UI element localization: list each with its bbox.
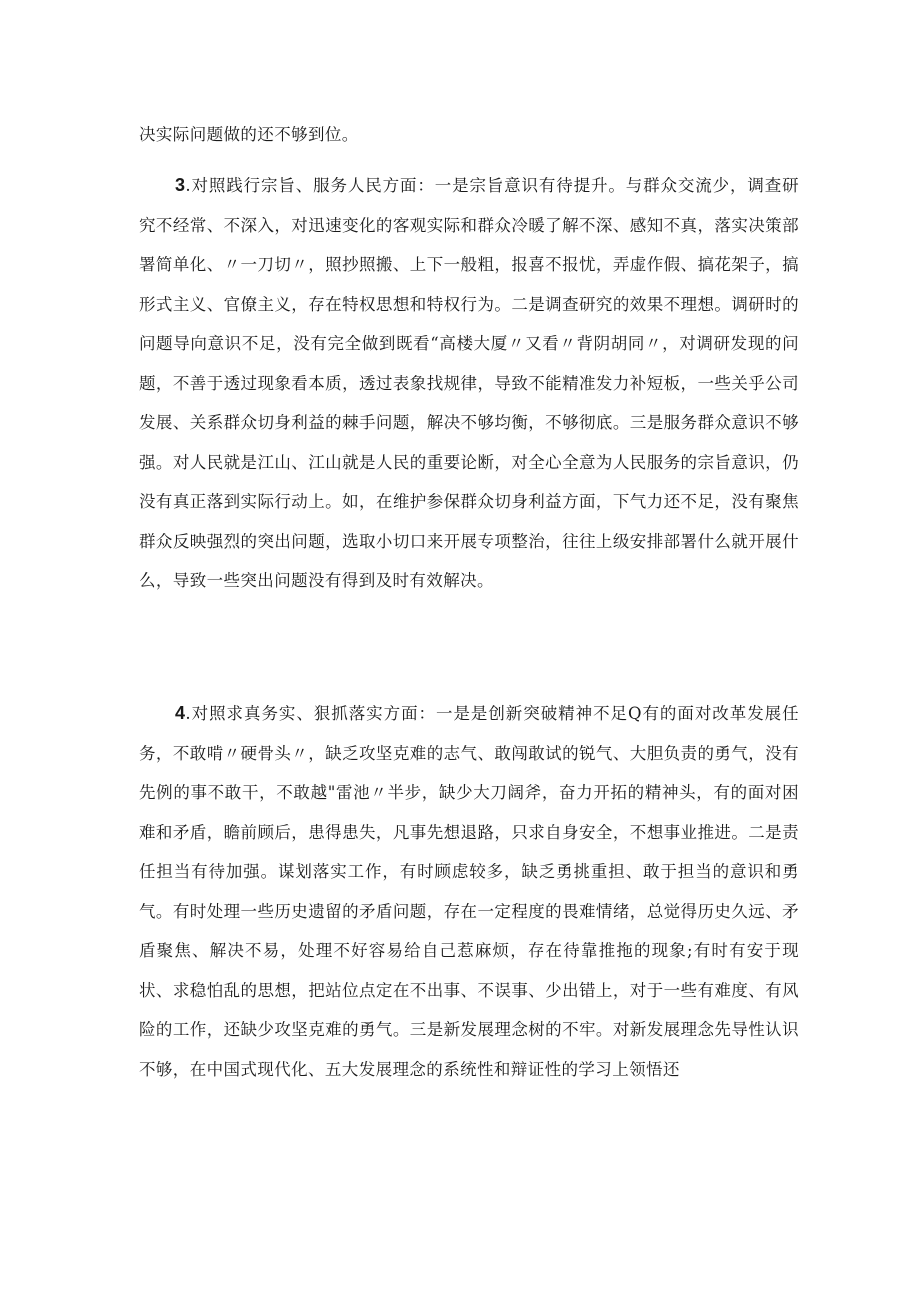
- item-number: 4: [175, 703, 186, 723]
- paragraph-item-3: [139, 166, 799, 601]
- paragraph-item-4: [139, 694, 799, 1089]
- paragraph-text: .对照求真务实、狠抓落实方面：一是是创新突破精神不足Q有的面对改革发展任务，不敢啃〃硬骨头〃，缺乏攻坚克难的志气、敢闯敢试的锐气、大胆负责的勇气，没有先例的事不敢干，不敢越"雷池〃半步，缺少大刀阔斧，奋力开拓的精神头，有的面对困难和矛盾，瞻前顾后，患得患失，凡事先想退路，只求自身安全，不想事业推进。二是责任担当有待加强。谋划落实工作，有时顾虑较多，缺乏勇挑重担、敢于担当的意识和勇气。有时处理一些历史遗留的矛盾问题，存在一定程度的畏难情绪，总觉得历史久远、矛盾聚焦、解决不易，处理不好容易给自己惹麻烦，存在待靠推拖的现象;有时有安于现状、求稳怕乱的思想，把站位点定在不出事、不误事、少出错上，对于一些有难度、有风险的工作，还缺少攻坚克难的勇气。三是新发展理念树的不牢。对新发展理念先导性认识不够，在中国式现代化、五大发展理念的系统性和辩证性的学习上领悟还: [139, 704, 799, 1079]
- paragraph-text: .对照践行宗旨、服务人民方面：一是宗旨意识有待提升。与群众交流少，调查研究不经常、不深入，对迅速变化的客观实际和群众冷暖了解不深、感知不真，落实决策部署简单化、〃一刀切〃，照抄照搬、上下一般粗，报喜不报忧，弄虚作假、搞花架子，搞形式主义、官僚主义，存在特权思想和特权行为。二是调查研究的效果不理想。调研时的问题导向意识不足，没有完全做到既看“高楼大厦〃又看〃背阴胡同〃，对调研发现的问题，不善于透过现象看本质，透过表象找规律，导致不能精准发力补短板，一些关乎公司发展、关系群众切身利益的棘手问题，解决不够均衡，不够彻底。三是服务群众意识不够强。对人民就是江山、江山就是人民的重要论断，对全心全意为人民服务的宗旨意识，仍没有真正落到实际行动上。如，在维护参保群众切身利益方面，下气力还不足，没有聚焦群众反映强烈的突出问题，选取小切口来开展专项整治，往往上级安排部署什么就开展什么，导致一些突出问题没有得到及时有效解决。: [139, 176, 799, 590]
- paragraph-continuation: 决实际问题做的还不够到位。: [139, 125, 359, 144]
- item-number: 3: [175, 175, 186, 195]
